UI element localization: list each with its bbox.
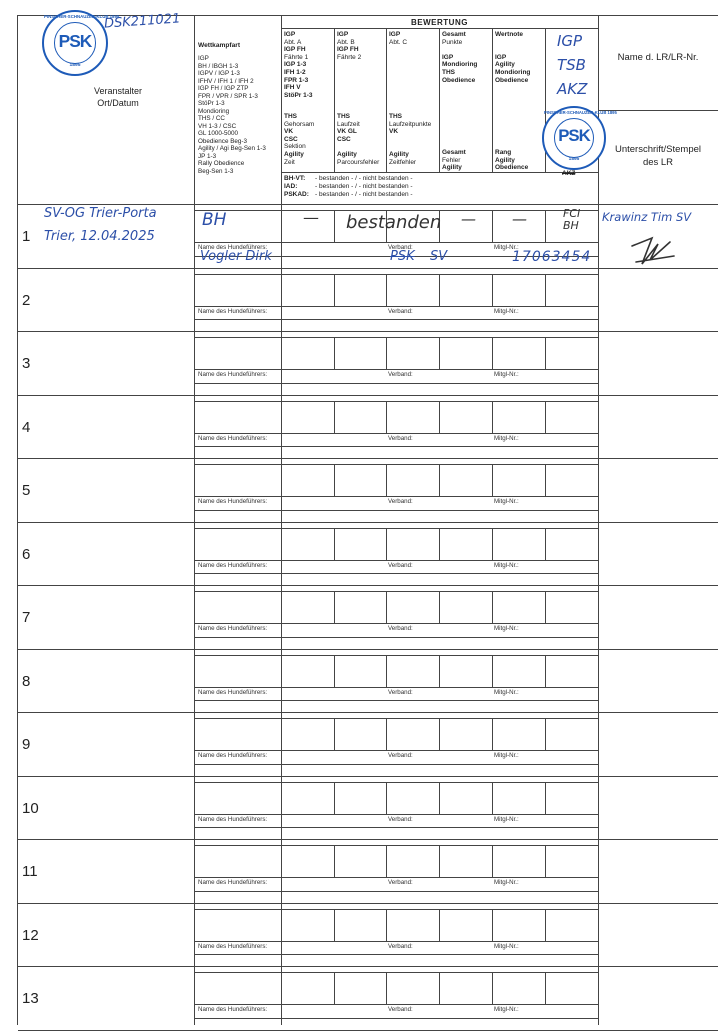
cell-divider xyxy=(439,274,440,306)
bh-line-key: BH-VT: xyxy=(284,175,306,182)
name-line xyxy=(194,637,598,638)
wertnote-top-line: IGP xyxy=(495,53,507,61)
verband-label: Verband: xyxy=(388,498,413,505)
cell-divider xyxy=(545,591,546,623)
wertnote-top-line: Agility xyxy=(495,61,515,69)
cell-divider xyxy=(545,972,546,1004)
cell-bottom-line xyxy=(194,496,598,497)
club-stamp-bewertung xyxy=(542,106,617,170)
lr-value: Krawinz Tim SV xyxy=(602,210,692,224)
mitgl-nr-label: Mitgl-Nr.: xyxy=(494,561,519,569)
row-number: 4 xyxy=(22,418,31,436)
bewertung-col-divider xyxy=(334,28,335,172)
abt-a-value: — xyxy=(303,208,319,227)
cell-divider xyxy=(386,655,387,687)
veranstalter-field[interactable] xyxy=(20,524,192,584)
wettkampfart-item: THS / CC xyxy=(198,115,225,122)
hundefuehrer-label: Name des Hundeführers: xyxy=(198,942,268,950)
bewertung-col-divider xyxy=(386,28,387,172)
wettkampfart-title: Wettkampfart xyxy=(198,42,241,49)
verband-struck-value: PSK xyxy=(390,249,415,264)
cell-bottom-line xyxy=(194,369,598,370)
hundefuehrer-label: Name des Hundeführers: xyxy=(198,561,268,569)
veranstalter-field[interactable] xyxy=(20,714,192,774)
wertnote-bottom-line: Agility xyxy=(495,156,515,164)
verband-label: Verband: xyxy=(388,879,413,886)
cell-divider xyxy=(439,972,440,1004)
wettkampfart-item: Agility / Agi Beg-Sen 1-3 xyxy=(198,145,266,152)
cell-bottom-line xyxy=(194,1004,598,1005)
cell-divider xyxy=(439,782,440,814)
name-line xyxy=(194,383,598,384)
mitgl-nr-label: Mitgl-Nr.: xyxy=(494,1006,519,1013)
verband-label: Verband: xyxy=(388,1006,413,1013)
wettkampfart-item: IGPV / IGP 1-3 xyxy=(198,70,240,77)
wettkampfart-item: IGP xyxy=(198,55,209,62)
hundefuehrer-label: Name des Hundeführers: xyxy=(198,879,268,886)
stamp-letters: PSK xyxy=(558,126,590,145)
abt_c-bottom-line: Agility xyxy=(389,151,409,158)
abt_a-top-line: IGP FH xyxy=(284,46,306,54)
cell-divider xyxy=(334,274,335,306)
wettkampfart-item: GL 1000-5000 xyxy=(198,130,239,137)
abt_a-top-line: StöPr 1-3 xyxy=(284,91,313,99)
veranstalter-field[interactable] xyxy=(20,333,192,393)
abt_c-bottom-line: THS xyxy=(389,113,402,120)
wettkampfart-field[interactable] xyxy=(195,338,280,368)
abt_b-top-line: IGP FH xyxy=(337,46,359,54)
bewertung-col-divider xyxy=(492,28,493,172)
cell-divider xyxy=(492,337,493,369)
abt_a-top-line: FPR 1-3 xyxy=(284,76,309,84)
cell-divider xyxy=(545,782,546,814)
hundefuehrer-label: Name des Hundeführers: xyxy=(198,1006,268,1013)
cell-divider xyxy=(439,401,440,433)
wettkampfart-field[interactable] xyxy=(195,275,280,305)
gesamt-top-line: Obedience xyxy=(442,76,476,84)
cell-divider xyxy=(492,528,493,560)
mitgl-nr-value: 17063454 xyxy=(512,249,592,265)
cell-divider xyxy=(439,591,440,623)
veranstalter-field[interactable] xyxy=(20,905,192,965)
abt_a-top-line: IFH 1-2 xyxy=(284,69,306,76)
hundefuehrer-value: Vogler Dirk xyxy=(200,249,272,264)
verband-label: Verband: xyxy=(388,815,413,823)
cell-divider xyxy=(545,274,546,306)
unterschrift-label: Unterschrift/Stempel xyxy=(614,144,702,155)
verband-label: Verband: xyxy=(388,434,413,442)
name-line xyxy=(194,891,598,892)
cell-divider xyxy=(545,464,546,496)
verband-label: Verband: xyxy=(388,244,413,251)
cell-bottom-line xyxy=(194,623,598,624)
wettkampfart-field[interactable] xyxy=(195,783,280,813)
abt-b-value: bestanden xyxy=(346,212,442,233)
cell-divider xyxy=(492,274,493,306)
hundefuehrer-label: Name des Hundeführers: xyxy=(198,434,268,442)
wettkampfart-field[interactable] xyxy=(195,529,280,559)
abt_a-bottom-line: Zeit xyxy=(284,158,295,166)
wettkampfart-item: Mondioring xyxy=(198,107,230,115)
abt_c-bottom-line: Zeitfehler xyxy=(389,158,417,166)
cell-divider xyxy=(545,718,546,750)
handwritten-code: IGP xyxy=(557,32,583,50)
wertnote-top-line: Obedience xyxy=(495,76,529,84)
cell-divider xyxy=(492,401,493,433)
wettkampfart-field[interactable] xyxy=(195,973,280,1003)
abt_b-bottom-line: Parcoursfehler xyxy=(337,158,380,166)
hundefuehrer-label: Name des Hundeführers: xyxy=(198,752,268,759)
wettkampfart-value: BH xyxy=(202,210,227,230)
row-number: 8 xyxy=(22,672,31,690)
cell-divider xyxy=(439,655,440,687)
cell-divider xyxy=(545,401,546,433)
abt_a-bottom-line: Agility xyxy=(284,151,304,158)
wettkampfart-field[interactable] xyxy=(195,910,280,940)
stamp-year: 1895 xyxy=(69,62,81,68)
name-line xyxy=(194,510,598,511)
abt_c-bottom-line: Laufzeitpunkte xyxy=(389,120,432,128)
abt_b-top-line: IGP xyxy=(337,31,349,38)
cell-divider xyxy=(334,972,335,1004)
row-number: 6 xyxy=(22,545,31,563)
cell-bottom-line xyxy=(194,560,598,561)
cell-divider xyxy=(439,909,440,941)
name-line xyxy=(194,573,598,574)
hundefuehrer-label: Name des Hundeführers: xyxy=(198,498,268,505)
gesamt-top-line: IGP xyxy=(442,53,454,61)
ort-datum-value: Trier, 12.04.2025 xyxy=(44,229,155,244)
wettkampfart-field[interactable] xyxy=(195,402,280,432)
wettkampfart-field[interactable] xyxy=(195,656,280,686)
cell-divider xyxy=(545,909,546,941)
wettkampfart-item: JP 1-3 xyxy=(198,152,217,160)
wettkampfart-field[interactable] xyxy=(195,846,280,876)
wettkampfart-item: BH / IBGH 1-3 xyxy=(198,62,239,70)
lr-signature xyxy=(628,234,678,268)
cell-divider xyxy=(545,655,546,687)
cell-divider xyxy=(386,718,387,750)
cell-divider xyxy=(386,528,387,560)
handwritten-record-id: DSK211021 xyxy=(103,11,181,32)
cell-bottom-line xyxy=(194,877,598,878)
abt_c-top-line: Abt. C xyxy=(389,38,408,46)
cell-divider xyxy=(492,972,493,1004)
cell-divider xyxy=(386,782,387,814)
abt_b-bottom-line: Laufzeit xyxy=(337,120,360,128)
abt_a-bottom-line: Sektion xyxy=(284,143,306,151)
wettkampfart-item: IGP FH / IGP ZTP xyxy=(198,85,249,92)
wettkampfart-item: Beg-Sen 1-3 xyxy=(198,167,234,175)
verband-label: Verband: xyxy=(388,752,413,759)
gesamt-top-line: THS xyxy=(442,69,455,76)
verband-value: SV xyxy=(430,249,448,264)
name-line xyxy=(194,1018,598,1019)
name-line xyxy=(194,764,598,765)
code-value: FCI BH xyxy=(563,207,581,232)
row-number: 10 xyxy=(22,799,39,817)
abt_b-bottom-line: Agility xyxy=(337,151,357,158)
abt_a-bottom-line: THS xyxy=(284,113,297,120)
mitgl-nr-label: Mitgl-Nr.: xyxy=(494,879,519,886)
cell-divider xyxy=(545,845,546,877)
cell-divider xyxy=(439,464,440,496)
cell-bottom-line xyxy=(194,687,598,688)
cell-divider xyxy=(545,337,546,369)
cell-bottom-line xyxy=(194,814,598,815)
cell-divider xyxy=(492,464,493,496)
hundefuehrer-label: Name des Hundeführers: xyxy=(198,625,268,632)
cell-divider xyxy=(386,464,387,496)
mitgl-nr-label: Mitgl-Nr.: xyxy=(494,752,519,759)
cell-divider xyxy=(334,718,335,750)
abt_c-bottom-line: VK xyxy=(389,128,399,136)
bh-line-key: PSKAD: xyxy=(284,191,309,198)
bh-line-value: - bestanden - / - nicht bestanden - xyxy=(315,175,413,182)
row-number: 13 xyxy=(22,990,39,1007)
cell-bottom-line xyxy=(194,242,598,243)
cell-divider xyxy=(386,274,387,306)
wettkampfart-item: VH 1-3 / CSC xyxy=(198,122,237,130)
row-number: 2 xyxy=(22,291,31,309)
mitgl-nr-label: Mitgl-Nr.: xyxy=(494,688,519,696)
cell-divider xyxy=(334,655,335,687)
cell-divider xyxy=(492,655,493,687)
cell-divider xyxy=(439,528,440,560)
cell-divider xyxy=(492,718,493,750)
abt_a-bottom-line: CSC xyxy=(284,135,298,143)
gesamt-top-line: Punkte xyxy=(442,38,463,46)
mitgl-nr-label: Mitgl-Nr.: xyxy=(494,625,519,632)
cell-divider xyxy=(386,401,387,433)
des-lr-label: des LR xyxy=(642,157,674,168)
name-lr-label: Name d. LR/LR-Nr. xyxy=(617,52,699,63)
cell-divider xyxy=(492,782,493,814)
hundefuehrer-label: Name des Hundeführers: xyxy=(198,371,268,378)
cell-divider xyxy=(334,528,335,560)
abt_b-top-line: Abt. B xyxy=(337,38,355,46)
wettkampfart-field[interactable] xyxy=(195,592,280,622)
veranstalter-field[interactable] xyxy=(20,651,192,711)
wertnote-value: — xyxy=(512,210,527,228)
wettkampfart-item: FPR / VPR / SPR 1-3 xyxy=(198,92,258,100)
cell-divider xyxy=(545,528,546,560)
cell-divider xyxy=(334,845,335,877)
abt_b-bottom-line: THS xyxy=(337,113,350,120)
veranstalter-field[interactable] xyxy=(20,968,192,1028)
cell-divider xyxy=(439,845,440,877)
verband-label: Verband: xyxy=(388,561,413,569)
cell-divider xyxy=(492,591,493,623)
veranstalter-field[interactable] xyxy=(20,778,192,838)
verband-label: Verband: xyxy=(388,625,413,632)
mitgl-nr-label: Mitgl-Nr.: xyxy=(494,371,519,378)
gesamt-value: — xyxy=(461,210,476,228)
row-number: 7 xyxy=(22,609,31,626)
cell-divider xyxy=(492,210,493,242)
struck-akz: AKZ xyxy=(562,170,576,177)
hundefuehrer-label: Name des Hundeführers: xyxy=(198,307,268,315)
abt_a-top-line: IFH V xyxy=(284,84,301,92)
verband-label: Verband: xyxy=(388,307,413,315)
competition-sheet xyxy=(17,11,718,1025)
bh-lines-top xyxy=(281,172,598,173)
cell-bottom-line xyxy=(194,306,598,307)
abt_a-top-line: IGP 1-3 xyxy=(284,61,307,69)
wettkampfart-field[interactable] xyxy=(195,465,280,495)
mitgl-nr-label: Mitgl-Nr.: xyxy=(494,244,519,251)
veranstalter-field[interactable] xyxy=(20,270,192,330)
gesamt-bottom-line: Gesamt xyxy=(442,149,466,156)
cell-divider xyxy=(386,591,387,623)
verband-label: Verband: xyxy=(388,371,413,378)
wertnote-bottom-line: Obedience xyxy=(495,164,529,172)
gesamt-bottom-line: Agility xyxy=(442,164,462,172)
stamp-letters: PSK xyxy=(58,30,92,51)
veranstalter-field[interactable] xyxy=(20,397,192,457)
wettkampfart-field[interactable] xyxy=(195,719,280,749)
abt_a-bottom-line: Gehorsam xyxy=(284,120,315,128)
name-line xyxy=(194,700,598,701)
row-number: 1 xyxy=(22,228,31,245)
gesamt-top-line: Mondioring xyxy=(442,61,478,69)
verband-label: Verband: xyxy=(388,942,413,950)
handwritten-code: TSB xyxy=(557,56,586,74)
wertnote-top-line: Mondioring xyxy=(495,69,531,76)
verband-label: Verband: xyxy=(388,688,413,696)
ort-datum-label: Ort/Datum xyxy=(97,98,139,108)
veranstalter-field[interactable] xyxy=(20,587,192,647)
cell-divider xyxy=(545,210,546,242)
hundefuehrer-label: Name des Hundeführers: xyxy=(198,244,268,251)
bh-line-value: - bestanden - / - nicht bestanden - xyxy=(315,183,413,190)
cell-divider xyxy=(439,718,440,750)
row-number: 5 xyxy=(22,482,31,499)
mitgl-nr-label: Mitgl-Nr.: xyxy=(494,942,519,950)
handwritten-code: AKZ xyxy=(557,80,588,98)
mitgl-nr-label: Mitgl-Nr.: xyxy=(494,498,519,505)
row-number: 12 xyxy=(22,926,39,944)
cell-divider xyxy=(334,591,335,623)
mitgl-nr-label: Mitgl-Nr.: xyxy=(494,307,519,315)
name-line xyxy=(194,319,598,320)
cell-divider xyxy=(334,464,335,496)
cell-bottom-line xyxy=(194,941,598,942)
cell-bottom-line xyxy=(194,750,598,751)
stamp-ring-text: PINSCHER-SCHNAUZER-KLUB 1895 xyxy=(544,110,617,116)
veranstalter-label: Veranstalter xyxy=(93,86,143,96)
abt_a-top-line: IGP xyxy=(284,31,296,38)
row-number: 3 xyxy=(22,355,31,372)
wettkampfart-item: IFHV / IFH 1 / IFH 2 xyxy=(198,77,254,85)
row-number: 11 xyxy=(22,863,38,880)
abt_b-bottom-line: CSC xyxy=(337,135,351,143)
stamp-year: 1895 xyxy=(568,157,580,163)
wettkampfart-item: StöPr 1-3 xyxy=(198,100,225,107)
abt_b-top-line: Fährte 2 xyxy=(337,53,362,61)
club-stamp-top-left xyxy=(42,10,120,76)
cell-divider xyxy=(334,401,335,433)
cell-divider xyxy=(334,337,335,369)
gesamt-top-line: Gesamt xyxy=(442,31,466,38)
abt_c-top-line: IGP xyxy=(389,31,401,38)
veranstalter-field[interactable] xyxy=(20,841,192,901)
abt_a-top-line: Abt. A xyxy=(284,38,302,46)
wertnote-top-line: Wertnote xyxy=(495,31,524,38)
cell-divider xyxy=(386,845,387,877)
name-line xyxy=(194,827,598,828)
row-bottom-line xyxy=(18,1030,718,1031)
name-line xyxy=(194,954,598,955)
gesamt-bottom-line: Fehler xyxy=(442,156,461,164)
row-number: 9 xyxy=(22,736,31,753)
veranstalter-value: SV-OG Trier-Porta xyxy=(44,206,157,221)
cell-divider xyxy=(492,845,493,877)
bh-line-value: - bestanden - / - nicht bestanden - xyxy=(315,191,413,198)
abt_a-bottom-line: VK xyxy=(284,128,294,136)
cell-divider xyxy=(334,909,335,941)
cell-divider xyxy=(386,909,387,941)
cell-divider xyxy=(492,909,493,941)
mitgl-nr-label: Mitgl-Nr.: xyxy=(494,815,519,823)
cell-divider xyxy=(334,782,335,814)
bewertung-title: BEWERTUNG xyxy=(411,18,468,27)
veranstalter-field[interactable] xyxy=(20,460,192,520)
stamp-ring-text: PINSCHER-SCHNAUZER-KLUB 1895 xyxy=(44,14,120,20)
cell-divider xyxy=(334,210,335,242)
cell-divider xyxy=(386,337,387,369)
abt_b-bottom-line: VK GL xyxy=(337,128,357,136)
hundefuehrer-label: Name des Hundeführers: xyxy=(198,688,268,696)
cell-bottom-line xyxy=(194,433,598,434)
bh-line-key: IAD: xyxy=(284,183,298,190)
hundefuehrer-label: Name des Hundeführers: xyxy=(198,815,268,823)
wertnote-bottom-line: Rang xyxy=(495,149,512,156)
name-line xyxy=(194,446,598,447)
wettkampfart-item: Obedience Beg-3 xyxy=(198,137,248,145)
mitgl-nr-label: Mitgl-Nr.: xyxy=(494,434,519,442)
bewertung-col-divider xyxy=(439,28,440,172)
cell-divider xyxy=(386,972,387,1004)
wettkampfart-item: Rally Obedience xyxy=(198,160,245,167)
abt_a-top-line: Fährte 1 xyxy=(284,53,309,61)
cell-divider xyxy=(439,337,440,369)
